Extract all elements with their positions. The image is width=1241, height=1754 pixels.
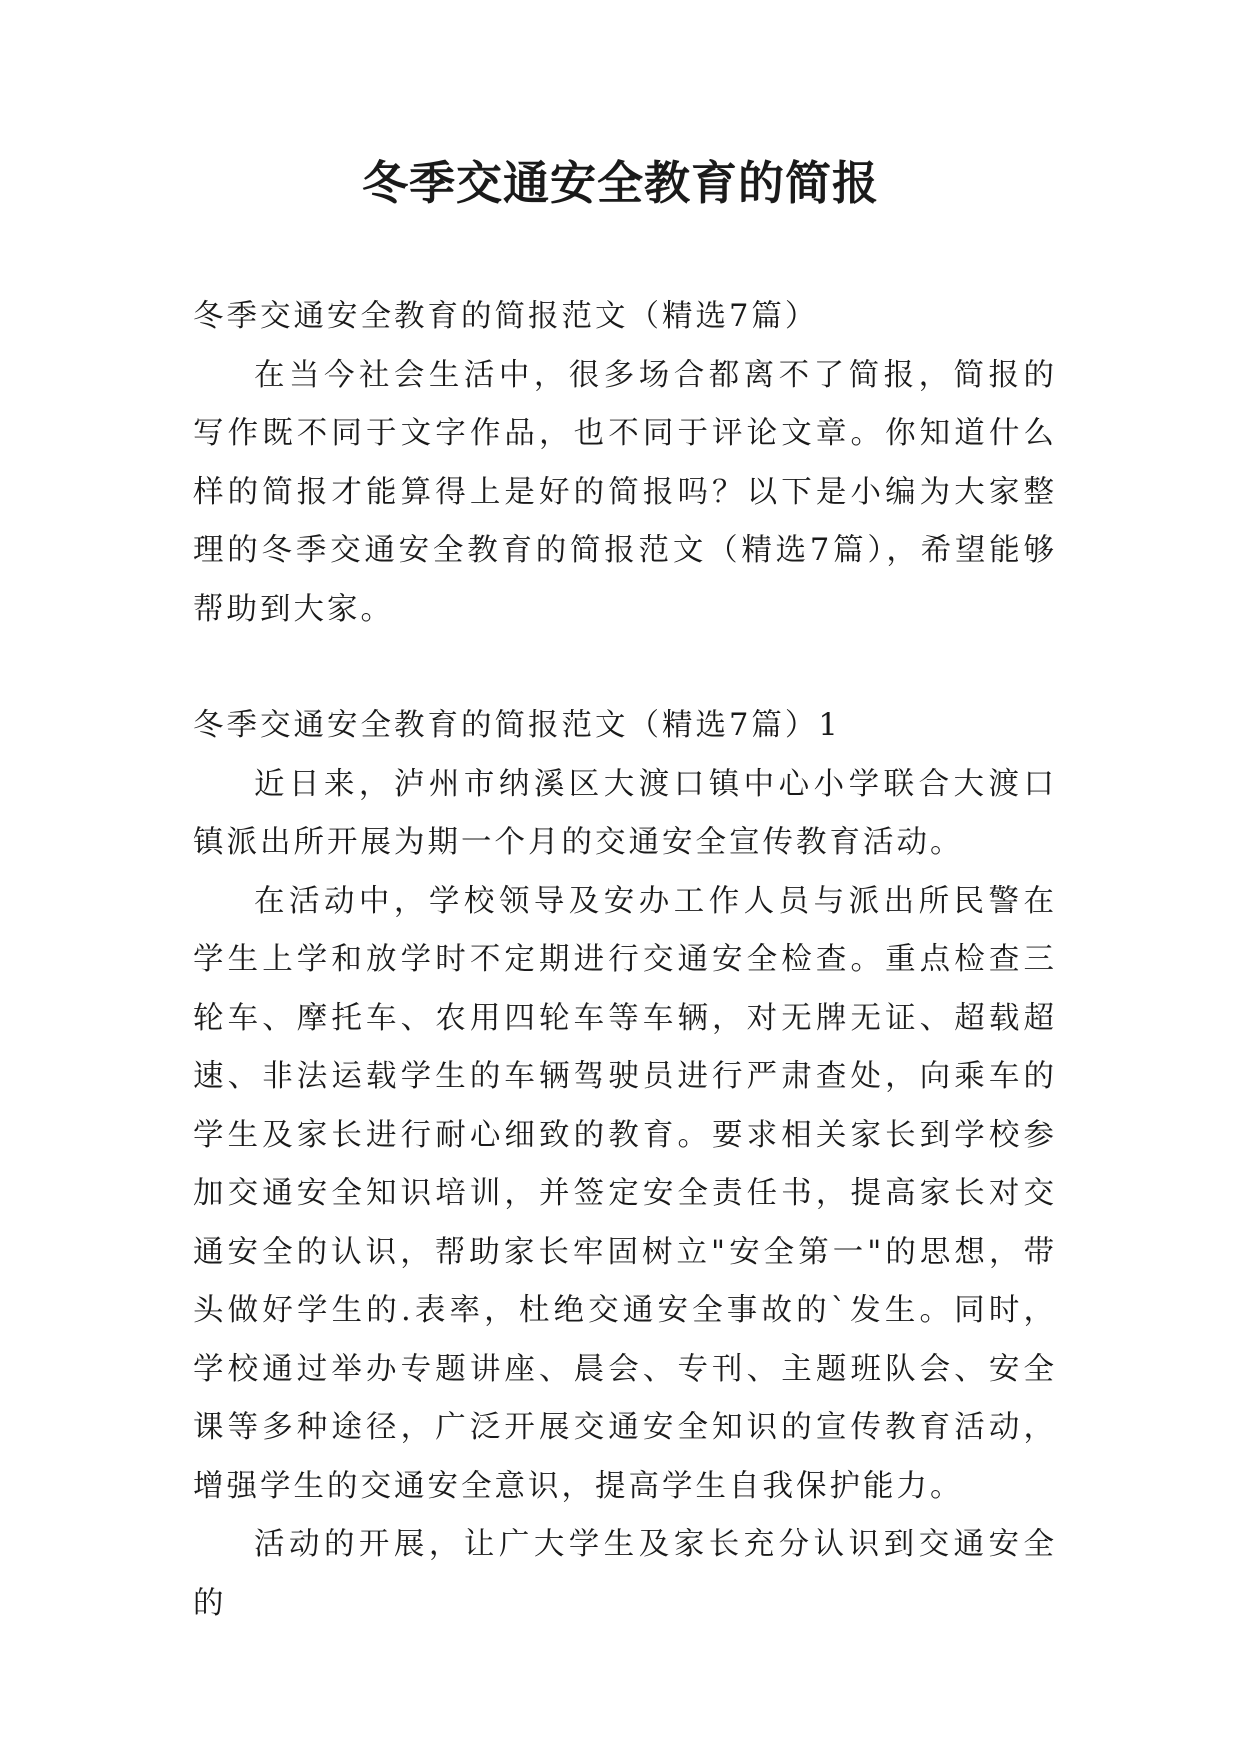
body-paragraph: 近日来，泸州市纳溪区大渡口镇中心小学联合大渡口镇派出所开展为期一个月的交通安全宣传教育活动。 bbox=[193, 766, 1057, 860]
section-spacer bbox=[193, 639, 1057, 697]
document-body bbox=[193, 288, 1057, 1633]
body-paragraph: 活动的开展，让广大学生及家长充分认识到交通安全的 bbox=[193, 1527, 1057, 1621]
document-title: 冬季交通安全教育的简报 bbox=[362, 156, 879, 210]
intro-heading: 冬季交通安全教育的简报范文（精选7篇） bbox=[193, 299, 819, 334]
body-paragraph: 在活动中，学校领导及安办工作人员与派出所民警在学生上学和放学时不定期进行交通安全检查。重点检查三轮车、摩托车、农用四轮车等车辆，对无牌无证、超载超速、非法运载学生的车辆驾驶员进行严肃查处，向乘车的学生及家长进行耐心细致的教育。要求相关家长到学校参加交通安全知识培训，并签定安全责任书，提高家长对交通安全的认识，帮助家长牢固树立"安全第一"的思想，带头做好学生的.表率，杜绝交通安全事故的`发生。同时，学校通过举办专题讲座、晨会、专刊、主题班队会、安全课等多种途径，广泛开展交通安全知识的宣传教育活动，增强学生的交通安全意识，提高学生自我保护能力。 bbox=[193, 883, 1057, 1504]
section-heading: 冬季交通安全教育的简报范文（精选7篇）1 bbox=[193, 708, 841, 743]
intro-paragraph: 在当今社会生活中，很多场合都离不了简报，简报的写作既不同于文字作品，也不同于评论文章。你知道什么样的简报才能算得上是好的简报吗？以下是小编为大家整理的冬季交通安全教育的简报范文（精选7篇），希望能够帮助到大家。 bbox=[193, 357, 1057, 627]
